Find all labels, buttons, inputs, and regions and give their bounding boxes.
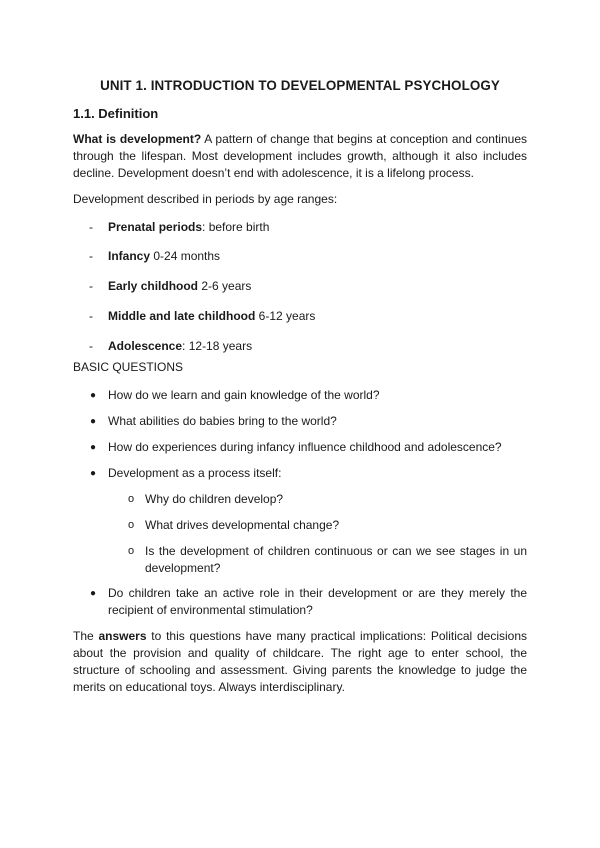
bullet-marker: ●: [90, 416, 97, 427]
subquestion-item: Why do children develop?: [145, 492, 284, 506]
periods-intro: Development described in periods by age ranges:: [73, 192, 338, 206]
period-item: Adolescence: 12-18 years: [108, 339, 253, 353]
closing-bold: answers: [98, 629, 147, 643]
intro-bold: What is development?: [73, 132, 202, 146]
question-item: Development as a process itself:: [108, 466, 282, 480]
sub-bullet-marker: o: [128, 545, 135, 557]
bullet-marker: ●: [90, 468, 97, 479]
basic-questions-heading: BASIC QUESTIONS: [73, 360, 184, 374]
subquestion-item: What drives developmental change?: [145, 518, 340, 532]
bullet-marker: ●: [90, 442, 97, 453]
period-item: Infancy 0-24 months: [108, 249, 221, 263]
question-item: Do children take an active role in their development or are they merely the recipient of environmental stimulation?: [108, 586, 527, 617]
period-item: Prenatal periods: before birth: [108, 220, 270, 234]
bullet-marker: ●: [90, 588, 97, 599]
dash-marker: -: [89, 220, 93, 234]
intro-paragraph: [73, 131, 527, 182]
dash-marker: -: [89, 309, 93, 323]
period-item: Early childhood 2-6 years: [108, 279, 252, 293]
period-item: Middle and late childhood 6-12 years: [108, 309, 316, 323]
sub-bullet-marker: o: [128, 519, 135, 531]
dash-marker: -: [89, 249, 93, 263]
document-title: UNIT 1. INTRODUCTION TO DEVELOPMENTAL PSYCHOLOGY: [100, 78, 500, 93]
question-item: How do we learn and gain knowledge of the world?: [108, 388, 380, 402]
sub-bullet-marker: o: [128, 493, 135, 505]
subquestion-item: Is the development of children continuous or can we see stages in un development?: [145, 544, 527, 575]
bullet-marker: ●: [90, 390, 97, 401]
closing-paragraph: The answers to this questions have many practical implications: Political decisions about the provision and quality of childcare. The right age to enter school, the structure of schooling and assessment. Giving parents the knowledge to judge the merits on educational toys. Always interdisciplinary.: [73, 629, 527, 694]
intro-text: A pattern of change that begins at conception and continues through the lifespan. Most development includes growth, although it also includes decline. Development doesn’t end with adolescence, it is a lifelong process.: [73, 132, 527, 180]
dash-marker: -: [89, 279, 93, 293]
question-item: How do experiences during infancy influence childhood and adolescence?: [108, 440, 502, 454]
section-heading: 1.1. Definition: [73, 106, 159, 121]
question-item: What abilities do babies bring to the world?: [108, 414, 337, 428]
dash-marker: -: [89, 339, 93, 353]
